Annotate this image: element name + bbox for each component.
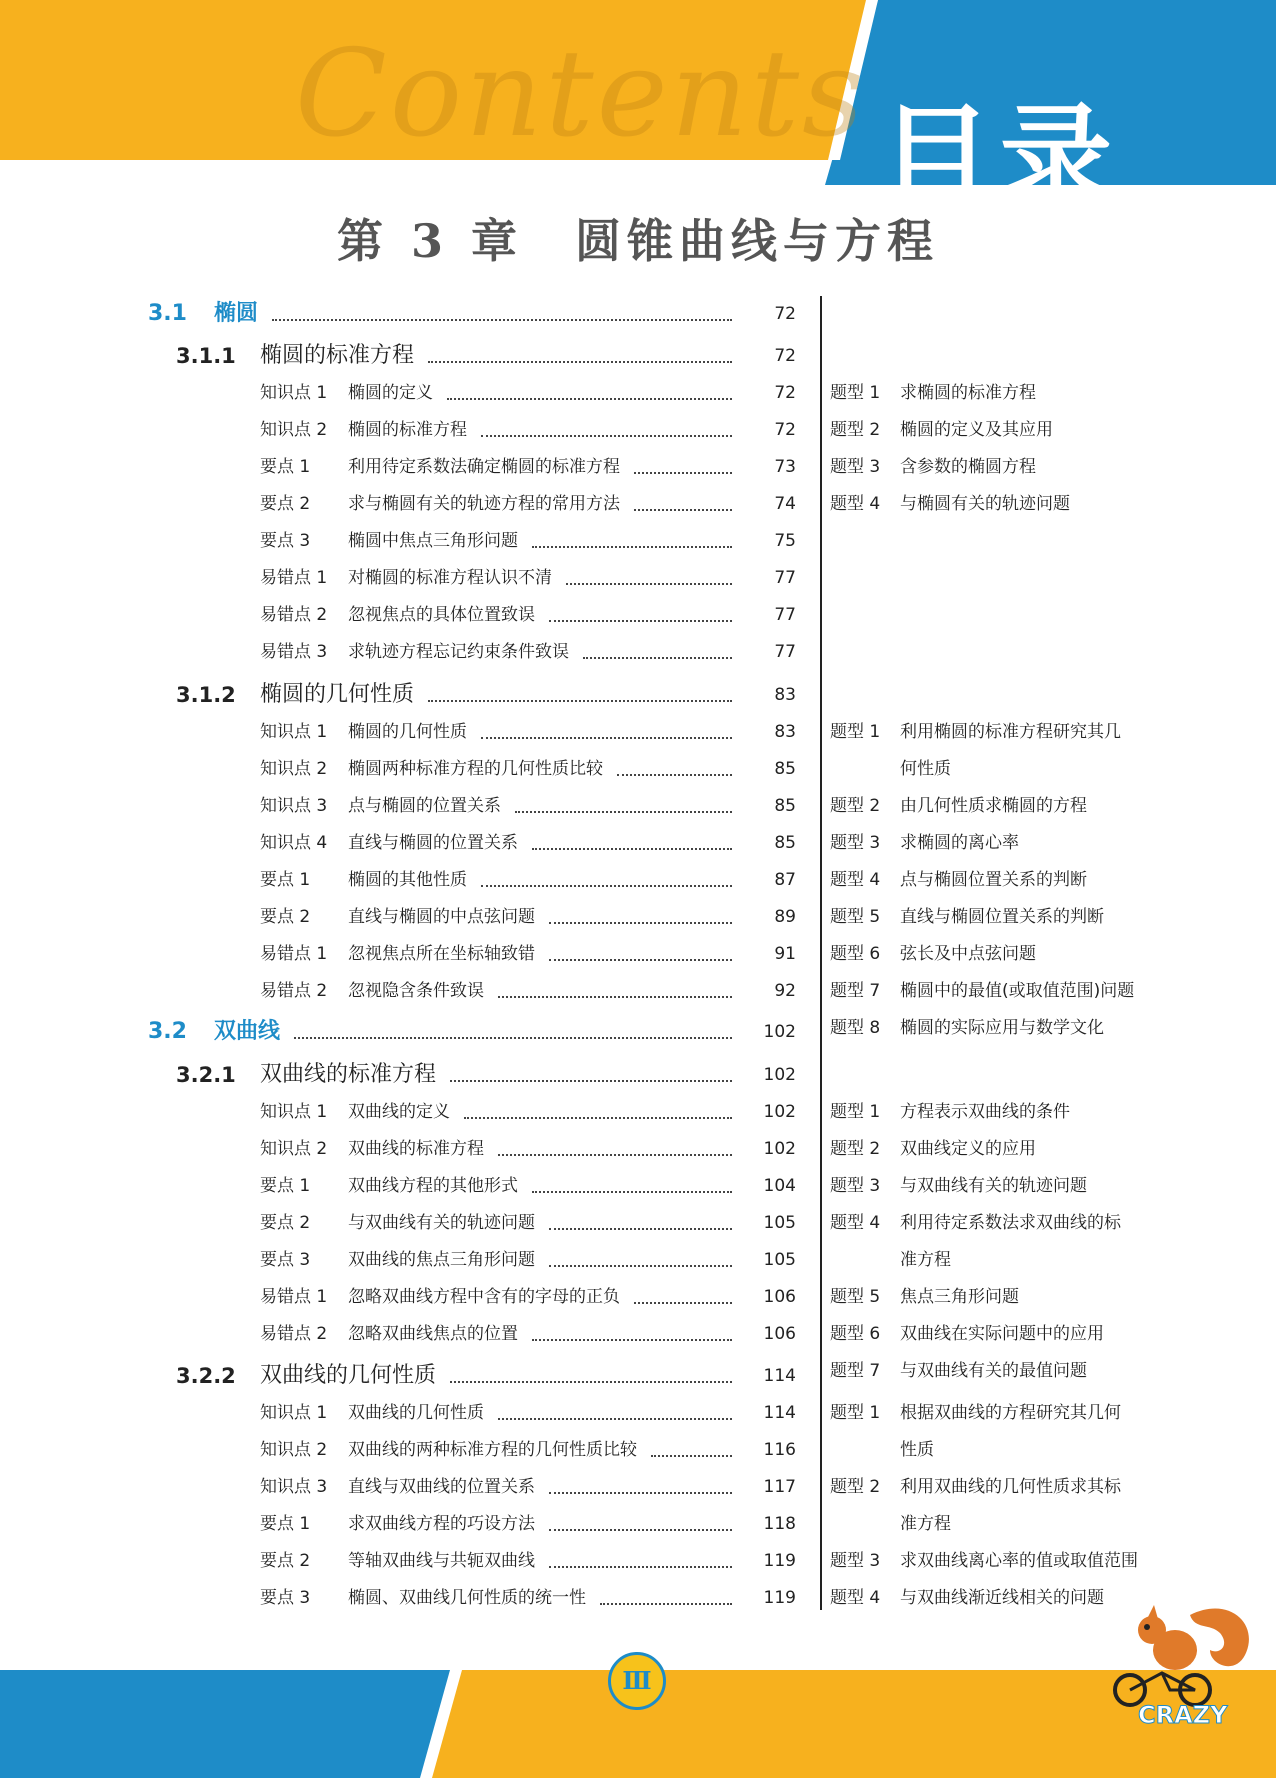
toc-leader-dots [549,1529,732,1531]
toc-entry-label: 双曲线方程的其他形式 [348,1176,518,1196]
toc-entry-page: 77 [774,605,796,625]
toc-entry-label: 利用待定系数法确定椭圆的标准方程 [348,457,620,477]
toc-leader-dots [428,700,732,702]
toc-entry-label: 椭圆中焦点三角形问题 [348,531,518,551]
toc-leader-dots [532,546,732,548]
question-type-label[interactable]: 求椭圆的离心率 [900,833,1019,853]
question-type-number: 题型 5 [830,1287,881,1307]
toc-entry-page: 102 [763,1102,796,1122]
toc-entry-number: 3.1.1 [176,344,236,368]
toc-entry-page: 91 [774,944,796,964]
toc-entry-page: 83 [774,685,796,705]
toc-entry-page: 72 [774,346,796,366]
toc-entry-label: 与双曲线有关的轨迹问题 [348,1213,535,1233]
toc-entry-page: 72 [774,304,796,324]
question-type-number: 题型 3 [830,833,881,853]
toc-entry-number: 易错点 1 [260,1287,328,1307]
toc-entry-number: 知识点 3 [260,1477,328,1497]
toc-entry-page: 119 [763,1551,796,1571]
toc-leader-dots [549,1228,732,1230]
toc-entry-page: 119 [763,1588,796,1608]
toc-entry-number: 要点 3 [260,1250,311,1270]
question-type-label[interactable]: 含参数的椭圆方程 [900,457,1036,477]
question-type-label[interactable]: 椭圆的定义及其应用 [900,420,1053,440]
question-type-label[interactable]: 求椭圆的标准方程 [900,383,1036,403]
question-type-label[interactable]: 焦点三角形问题 [900,1287,1019,1307]
toc-entry-number: 易错点 1 [260,568,328,588]
toc-entry-number: 要点 1 [260,457,311,477]
toc-entry[interactable] [0,1134,1276,1164]
question-type-number: 题型 3 [830,457,881,477]
question-type-number: 题型 4 [830,870,881,890]
question-type-number: 题型 4 [830,1213,881,1233]
toc-entry-number: 易错点 2 [260,981,328,1001]
toc-entry-number: 知识点 1 [260,383,328,403]
toc-entry-number: 易错点 2 [260,1324,328,1344]
toc-entry-label: 椭圆的定义 [348,383,433,403]
mascot-text: CRAZY [1138,1701,1228,1725]
toc-leader-dots [634,509,732,511]
toc-entry-page: 85 [774,833,796,853]
toc-leader-dots [532,1191,732,1193]
toc-entry-page: 85 [774,796,796,816]
toc-entry-page: 105 [763,1250,796,1270]
toc-entry-page: 92 [774,981,796,1001]
toc-entry-page: 102 [763,1065,796,1085]
toc-leader-dots [566,583,732,585]
toc-entry-number: 知识点 1 [260,1102,328,1122]
toc-leader-dots [515,811,732,813]
toc-entry-page: 102 [763,1022,796,1042]
question-type-label[interactable]: 方程表示双曲线的条件 [900,1102,1070,1122]
question-type-label[interactable]: 直线与椭圆位置关系的判断 [900,907,1104,927]
toc-leader-dots [549,1492,732,1494]
toc-entry-page: 106 [763,1287,796,1307]
toc-entry[interactable] [0,637,1276,667]
toc-entry[interactable] [0,600,1276,630]
toc-entry-label: 忽视焦点所在坐标轴致错 [348,944,535,964]
toc-entry[interactable] [0,1282,1276,1312]
question-type-label[interactable]: 由几何性质求椭圆的方程 [900,796,1087,816]
toc-entry-number: 要点 1 [260,1176,311,1196]
toc-entry[interactable] [0,378,1276,408]
toc-leader-dots [549,1566,732,1568]
toc-entry-number: 易错点 3 [260,642,328,662]
toc-entry-number: 3.2 [148,1019,187,1044]
toc-entry[interactable] [0,341,1276,371]
toc-entry[interactable] [0,1509,1276,1539]
toc-entry-label: 双曲线的标准方程 [260,1062,437,1087]
toc-entry[interactable] [0,1435,1276,1465]
question-type-label[interactable]: 准方程 [900,1250,951,1270]
toc-leader-dots [447,398,732,400]
toc-leader-dots [549,1265,732,1267]
question-type-number: 题型 7 [830,1361,881,1381]
toc-entry-number: 知识点 2 [260,759,328,779]
toc-entry-page: 75 [774,531,796,551]
toc-entry[interactable] [0,939,1276,969]
toc-entry-number: 知识点 3 [260,796,328,816]
toc-leader-dots [634,472,732,474]
toc-entry[interactable] [0,1097,1276,1127]
toc-entry-page: 104 [763,1176,796,1196]
toc-entry-label: 忽视焦点的具体位置致误 [348,605,535,625]
toc-entry-page: 87 [774,870,796,890]
question-type-number: 题型 6 [830,1324,881,1344]
toc-entry-page: 114 [763,1403,796,1423]
question-type-number: 题型 1 [830,383,881,403]
question-type-number: 题型 1 [830,1403,881,1423]
toc-entry-number: 要点 2 [260,907,311,927]
toc-entry-number: 易错点 2 [260,605,328,625]
toc-entry-number: 知识点 2 [260,1440,328,1460]
question-type-number: 题型 3 [830,1551,881,1571]
toc-entry-label: 忽略双曲线焦点的位置 [348,1324,518,1344]
toc-entry-page: 105 [763,1213,796,1233]
toc-leader-dots [498,1418,732,1420]
toc-entry[interactable] [0,563,1276,593]
question-type-number: 题型 4 [830,494,881,514]
toc-entry-label: 点与椭圆的位置关系 [348,796,501,816]
toc-entry[interactable] [0,1245,1276,1275]
toc-entry-label: 椭圆的标准方程 [348,420,467,440]
question-type-label[interactable]: 弦长及中点弦问题 [900,944,1036,964]
question-type-label[interactable]: 性质 [900,1440,934,1460]
question-type-number: 题型 2 [830,1477,881,1497]
toc-entry-number: 3.2.2 [176,1364,236,1388]
toc-leader-dots [617,774,732,776]
toc-entry-label: 双曲线 [214,1019,281,1044]
toc-entry[interactable] [0,754,1276,784]
toc-entry-label: 直线与椭圆的中点弦问题 [348,907,535,927]
toc-entry-number: 3.1 [148,301,187,326]
toc-entry-label: 求轨迹方程忘记约束条件致误 [348,642,569,662]
question-type-number: 题型 2 [830,1139,881,1159]
toc-entry[interactable] [0,526,1276,556]
toc-leader-dots [651,1455,732,1457]
toc-entry-number: 要点 3 [260,1588,311,1608]
toc-entry-label: 椭圆的标准方程 [260,343,415,368]
toc-leader-dots [464,1117,732,1119]
toc-entry-label: 椭圆 [214,301,259,326]
toc-entry-label: 忽略双曲线方程中含有的字母的正负 [348,1287,620,1307]
toc-leader-dots [498,996,732,998]
question-type-label[interactable]: 与双曲线有关的最值问题 [900,1361,1087,1381]
chapter-title: 第 3 章 圆锥曲线与方程 [336,214,940,268]
toc-entry-page: 74 [774,494,796,514]
question-type-label[interactable]: 双曲线在实际问题中的应用 [900,1324,1104,1344]
toc-entry-number: 知识点 1 [260,1403,328,1423]
toc-entry-page: 114 [763,1366,796,1386]
question-type-number: 题型 5 [830,907,881,927]
toc-entry-label: 对椭圆的标准方程认识不清 [348,568,552,588]
toc-entry-number: 要点 2 [260,1551,311,1571]
toc-leader-dots [481,885,732,887]
toc-entry-number: 要点 1 [260,1514,311,1534]
toc-leader-dots [294,1037,732,1039]
toc-entry-page: 83 [774,722,796,742]
toc-entry-page: 73 [774,457,796,477]
squirrel-on-bicycle-icon [1070,1595,1270,1725]
question-type-number: 题型 2 [830,420,881,440]
question-type-label[interactable]: 点与椭圆位置关系的判断 [900,870,1087,890]
toc-entry-label: 椭圆的几何性质 [260,682,415,707]
toc-entry-label: 双曲线的焦点三角形问题 [348,1250,535,1270]
toc-entry-number: 知识点 1 [260,722,328,742]
question-type-label[interactable]: 与椭圆有关的轨迹问题 [900,494,1070,514]
toc-entry[interactable] [0,415,1276,445]
toc-entry-label: 等轴双曲线与共轭双曲线 [348,1551,535,1571]
question-type-label[interactable]: 求双曲线离心率的值或取值范围 [900,1551,1138,1571]
toc-entry-number: 知识点 2 [260,1139,328,1159]
toc-leader-dots [549,620,732,622]
toc-entry-label: 双曲线的两种标准方程的几何性质比较 [348,1440,637,1460]
toc-leader-dots [634,1302,732,1304]
toc-leader-dots [450,1080,732,1082]
toc-entry-number: 要点 2 [260,494,311,514]
toc-entry-page: 72 [774,383,796,403]
toc-entry-label: 直线与椭圆的位置关系 [348,833,518,853]
toc-leader-dots [481,435,732,437]
toc-leader-dots [450,1381,732,1383]
toc-entry-label: 椭圆的其他性质 [348,870,467,890]
toc-entry[interactable] [0,299,1276,329]
toc-leader-dots [272,319,732,321]
question-type-number: 题型 2 [830,796,881,816]
toc-entry-label: 求双曲线方程的巧设方法 [348,1514,535,1534]
toc-entry-page: 118 [763,1514,796,1534]
column-divider [820,296,822,1610]
toc-entry-page: 116 [763,1440,796,1460]
toc-entry-page: 77 [774,642,796,662]
question-type-number: 题型 4 [830,1588,881,1608]
question-type-label[interactable]: 与双曲线有关的轨迹问题 [900,1176,1087,1196]
toc-entry[interactable] [0,489,1276,519]
question-type-label[interactable]: 根据双曲线的方程研究其几何 [900,1403,1121,1423]
toc-entry-number: 3.2.1 [176,1063,236,1087]
toc-entry-label: 直线与双曲线的位置关系 [348,1477,535,1497]
question-type-number: 题型 7 [830,981,881,1001]
toc-leader-dots [549,959,732,961]
toc-entry-label: 求与椭圆有关的轨迹方程的常用方法 [348,494,620,514]
toc-entry[interactable] [0,828,1276,858]
toc-entry-label: 双曲线的几何性质 [348,1403,484,1423]
toc-entry-number: 知识点 2 [260,420,328,440]
toc-leader-dots [532,1339,732,1341]
toc-entry-label: 双曲线的标准方程 [348,1139,484,1159]
toc-entry-number: 要点 2 [260,1213,311,1233]
question-type-number: 题型 1 [830,722,881,742]
toc-entry-number: 易错点 1 [260,944,328,964]
toc-entry-number: 知识点 4 [260,833,328,853]
toc-leader-dots [481,737,732,739]
toc-entry-page: 106 [763,1324,796,1344]
toc-entry-page: 85 [774,759,796,779]
toc-entry-page: 117 [763,1477,796,1497]
toc-entry-page: 102 [763,1139,796,1159]
toc-entry-label: 双曲线的几何性质 [260,1363,437,1388]
toc-entry-label: 双曲线的定义 [348,1102,450,1122]
question-type-label[interactable]: 与双曲线渐近线相关的问题 [900,1588,1104,1608]
contents-watermark: Contents [295,25,867,164]
toc-leader-dots [583,657,732,659]
question-type-number: 题型 3 [830,1176,881,1196]
toc-entry-label: 椭圆两种标准方程的几何性质比较 [348,759,603,779]
toc-entry-page: 72 [774,420,796,440]
toc-entry-page: 89 [774,907,796,927]
question-type-label[interactable]: 利用椭圆的标准方程研究其几 [900,722,1121,742]
toc-entry[interactable] [0,680,1276,710]
toc-leader-dots [498,1154,732,1156]
question-type-label[interactable]: 准方程 [900,1514,951,1534]
question-type-label[interactable]: 利用待定系数法求双曲线的标 [900,1213,1121,1233]
toc-entry-number: 要点 3 [260,531,311,551]
question-type-label[interactable]: 椭圆中的最值(或取值范围)问题 [900,981,1135,1001]
question-type-number: 题型 8 [830,1018,881,1038]
question-type-label[interactable]: 双曲线定义的应用 [900,1139,1036,1159]
question-type-label[interactable]: 利用双曲线的几何性质求其标 [900,1477,1121,1497]
toc-leader-dots [600,1603,732,1605]
toc-entry[interactable] [0,1060,1276,1090]
toc-leader-dots [549,922,732,924]
toc-entry-label: 椭圆、双曲线几何性质的统一性 [348,1588,586,1608]
question-type-number: 题型 1 [830,1102,881,1122]
toc-leader-dots [428,361,732,363]
toc-entry-page: 77 [774,568,796,588]
toc-entry-label: 椭圆的几何性质 [348,722,467,742]
page-title: 目录 [880,93,1120,223]
question-type-number: 题型 6 [830,944,881,964]
toc-entry[interactable] [0,452,1276,482]
toc-entry-number: 要点 1 [260,870,311,890]
question-type-label[interactable]: 椭圆的实际应用与数学文化 [900,1018,1104,1038]
toc-entry-number: 3.1.2 [176,683,236,707]
toc-entry-label: 忽视隐含条件致误 [348,981,484,1001]
question-type-label[interactable]: 何性质 [900,759,951,779]
page-number: Ⅲ [622,1666,652,1695]
toc-leader-dots [532,848,732,850]
